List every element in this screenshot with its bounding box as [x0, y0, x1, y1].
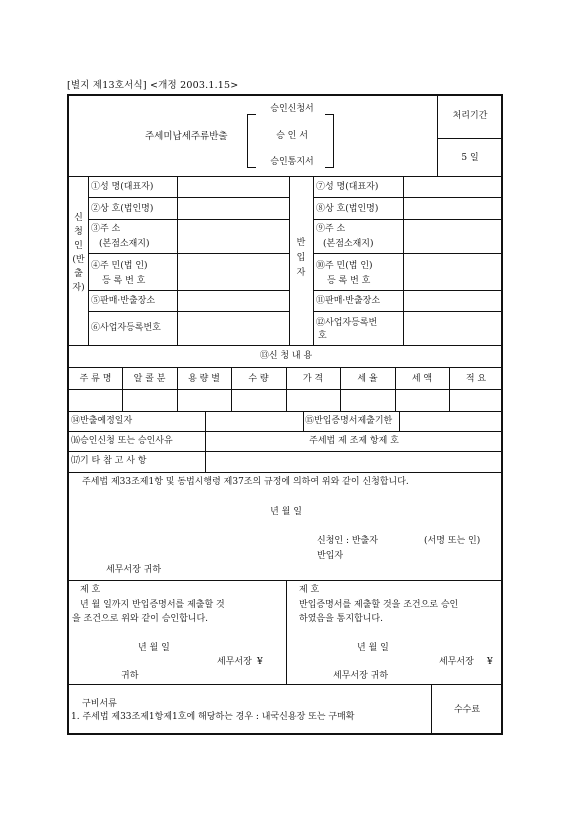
notice-date: 년 월 일: [357, 643, 389, 653]
seal-icon: ¥: [257, 657, 263, 667]
approval-date: 년 월 일: [138, 643, 170, 653]
row-line-a4: [88, 290, 289, 291]
row-line-b4: [313, 290, 503, 291]
receiver-side-char: 자: [296, 268, 306, 278]
receiver-bizno-label: ⑫사업자등록번: [316, 318, 378, 328]
declaration-text: 주세법 제33조제1항 및 동법시행령 제37조의 규정에 의하여 위와 같이 신청합니다.: [82, 477, 409, 487]
vline-234: [303, 411, 304, 431]
hline-355: [69, 451, 503, 452]
receiver-place-label: ⑪판매·반출장소: [316, 296, 381, 306]
row-line-b3: [313, 253, 503, 254]
row-line-a2: [88, 219, 289, 220]
col-header-alcohol: 알 콜 분: [133, 374, 166, 384]
approval-text-1: 년 월 일까지 반입증명서를 제출할 것: [80, 600, 225, 610]
applicant-name-label: ①성 명(대표자): [91, 182, 154, 192]
hline-376: [69, 472, 503, 473]
receiver-bizno-label-cont: 호: [318, 331, 327, 341]
col-header-quantity: 수 량: [248, 374, 269, 384]
approval-to: 귀하: [121, 671, 139, 681]
col-header-rate: 세 율: [357, 374, 378, 384]
hline-249: [69, 345, 503, 346]
applicant-place-label: ⑤판매·반출장소: [91, 296, 156, 306]
applicant-address-label: ③주 소: [91, 224, 121, 234]
col-header-liquor: 주 류 명: [79, 374, 112, 384]
notice-text-1: 반입증명서를 제출할 것을 조건으로 승인: [299, 600, 459, 610]
row-line-b2: [313, 219, 503, 220]
row-line-a3: [88, 253, 289, 254]
applicant-side-label: [69, 211, 88, 295]
receiver-id-label: ⑩주 민(법 인): [316, 261, 373, 271]
row-line-b1: [313, 197, 503, 198]
request-content-title: ⑬신 청 내 용: [259, 351, 313, 361]
notice-number: 제 호: [299, 585, 320, 595]
form-header: [별지 제13호서식] <개정 2003.1.15>: [67, 80, 239, 91]
title-option-approval: 승 인 서: [276, 131, 308, 141]
processing-period-label: 처리기간: [452, 111, 488, 121]
receiver-name-label: ⑦성 명(대표자): [316, 182, 379, 192]
vline-244: [313, 176, 314, 345]
other-notes-label: ⒄기 타 참 고 사 항: [71, 456, 147, 466]
fee-label: 수수료: [453, 705, 481, 715]
applicant-side-char: 출: [74, 269, 83, 279]
hline-315: [69, 411, 503, 412]
period-divider: [437, 96, 438, 176]
receiver-company-label: ⑧상 호(법인명): [316, 204, 379, 214]
hline-293: [69, 389, 503, 390]
applicant-side-char: (반: [72, 255, 85, 265]
approval-signer: 세무서장: [217, 657, 252, 667]
seal-icon: ¥: [487, 657, 493, 667]
reason-label: ⒃승인신청 또는 승인사유: [71, 436, 173, 446]
vline-108: [177, 176, 178, 345]
receiver-address-sub: (본점소재지): [323, 239, 374, 249]
declaration-applicant: 신청인 : 반출자: [317, 536, 378, 546]
receiver-address-label: ⑨주 소: [316, 224, 346, 234]
applicant-company-label: ②상 호(법인명): [91, 204, 154, 214]
applicant-address-sub: (본점소재지): [99, 239, 150, 249]
row-line-a1: [88, 197, 289, 198]
form-title: 주세미납세주류반출: [145, 131, 228, 142]
reason-value: 주세법 제 조제 항제 호: [309, 436, 399, 446]
export-date-label: ⑭반출예정일자: [71, 416, 133, 426]
declaration-sign: (서명 또는 인): [424, 536, 481, 546]
period-hline: [437, 138, 503, 139]
required-docs-label: 구비서류: [82, 699, 117, 709]
applicant-id-sub: 등 록 번 호: [102, 276, 146, 286]
receiver-side-char: 입: [296, 253, 306, 263]
notice-signer: 세무서장: [439, 657, 474, 667]
declaration-to: 세무서장 귀하: [106, 565, 162, 575]
notice-to: 세무서장 귀하: [333, 671, 389, 681]
col-header-tax: 세 액: [411, 374, 433, 384]
receiver-id-sub: 등 록 번 호: [327, 276, 371, 286]
row-line-a5: [88, 311, 289, 312]
approval-number: 제 호: [80, 585, 101, 595]
col-header-volume: 용 량 별: [188, 374, 220, 384]
hline-80: [69, 176, 503, 177]
applicant-id-label: ④주 민(법 인): [91, 261, 148, 271]
vline-334: [403, 176, 404, 345]
tax-form: [67, 94, 503, 735]
declaration-receiver: 반입자: [317, 551, 344, 561]
receiver-side-char: 반: [296, 238, 306, 248]
certificate-deadline-label: ⑮반입증명서제출기한: [305, 416, 393, 426]
approval-text-2: 을 조건으로 위와 같이 승인합니다.: [72, 614, 209, 624]
col-header-price: 가 격: [302, 374, 324, 384]
notice-text-2: 하였음을 통지합니다.: [299, 614, 383, 624]
vline-217: [286, 580, 287, 684]
applicant-bizno-label: ⑥사업자등록번호: [91, 323, 161, 333]
row-line-b5: [313, 311, 503, 312]
applicant-side-char: 자): [72, 283, 85, 293]
declaration-date: 년 월 일: [270, 507, 302, 517]
receiver-side-label: [289, 236, 313, 281]
required-docs-item: 1. 주세법 제33조제1항제1호에 해당하는 경우 : 내국신용장 또는 구매확: [71, 712, 355, 722]
processing-period-value: 5 일: [461, 153, 479, 163]
title-option-notice: 승인통지서: [270, 157, 314, 167]
vline-19: [88, 176, 89, 345]
applicant-side-char: 신: [74, 213, 83, 223]
title-option-request: 승인신청서: [270, 104, 314, 114]
hline-588: [69, 684, 503, 685]
applicant-side-char: 청: [74, 227, 83, 237]
applicant-side-char: 인: [74, 241, 83, 251]
hline-335: [69, 431, 503, 432]
col-header-remarks: 적 요: [465, 374, 487, 384]
vline-330: [399, 411, 400, 431]
